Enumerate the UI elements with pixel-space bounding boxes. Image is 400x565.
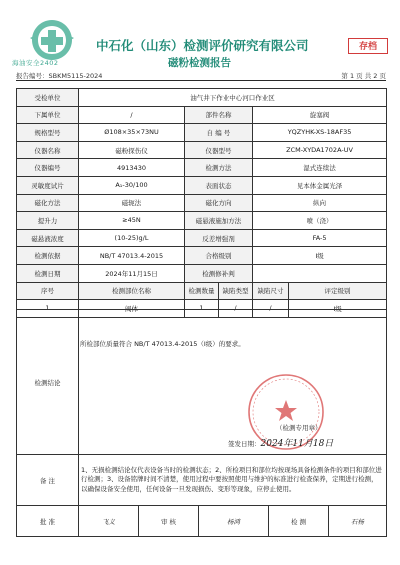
logo-caption: 海油安全2402 (12, 59, 59, 67)
result-qty: 1 (185, 300, 219, 318)
review-signature: 杨鸿 (199, 506, 269, 537)
company-logo-icon (28, 18, 76, 62)
header-divider (16, 80, 386, 81)
date-value: 2024年11月15日 (79, 264, 185, 282)
model-value: ZCM-XYDA1702A-UV (253, 141, 387, 159)
grade-label: 合格级别 (185, 247, 253, 265)
sign-date-value: 2024年11月18日 (260, 439, 334, 449)
instrument-label: 仪器名称 (17, 141, 79, 159)
inspection-info-table (16, 88, 387, 318)
client-value: 油气井下作业中心河口作业区 (79, 89, 387, 107)
spec-value: Ø108×35×73NU (79, 124, 185, 142)
remarks-text: 1、无损检测结论仅代表设备当时的检测状态；2、所检项目和部位均按现场具备检测条件的项目和部位进行检测；3、设备铭牌时间不清楚，使用过程中要按照使用与维护的标准进行检查保养，定期进行检测，以确保设备安全使用，任何设备一旦发现损伤、变形等现象，应停止使用。 (79, 455, 387, 506)
selfno-value: YQZYHK-XS-18AF35 (253, 124, 387, 142)
conclusion-label: 检测结论 (17, 310, 79, 455)
test-piece-value: A₁-30/100 (79, 176, 185, 194)
job-value: / (79, 106, 185, 124)
archive-stamp: 存档 (348, 38, 388, 54)
method-value: 湿式连续法 (253, 159, 387, 177)
apply-value: 喷（浇） (253, 212, 387, 230)
concentration-label: 磁悬液浓度 (17, 229, 79, 247)
result-type: / (219, 300, 253, 318)
approve-label: 批 准 (17, 506, 79, 537)
instrument-value: 磁粉探伤仪 (79, 141, 185, 159)
test-piece-label: 灵敏度试片 (17, 176, 79, 194)
results-header-type: 缺陷类型 (219, 282, 253, 300)
mag-method-label: 磁化方法 (17, 194, 79, 212)
approve-signature: 飞义 (79, 506, 139, 537)
apply-label: 磁悬液施加方法 (185, 212, 253, 230)
results-header-qty: 检测数量 (185, 282, 219, 300)
repair-label: 检测修补判 (185, 264, 253, 282)
contrast-value: FA-5 (253, 229, 387, 247)
results-header-grade: 评定级别 (289, 282, 387, 300)
remarks-label: 备 注 (17, 455, 79, 506)
review-label: 审 核 (139, 506, 199, 537)
lift-label: 提升力 (17, 212, 79, 230)
sign-date-label: 签发日期： (228, 440, 261, 448)
date-label: 检测日期 (17, 264, 79, 282)
result-part: 阀体 (79, 300, 185, 318)
conclusion-text: 所检部位质量符合 NB/T 47013.4-2015（Ⅰ级）的要求。 (80, 340, 245, 348)
surface-label: 表面状态 (185, 176, 253, 194)
client-label: 受检单位 (17, 89, 79, 107)
part-value: 旋塞阀 (253, 106, 387, 124)
model-label: 仪器型号 (185, 141, 253, 159)
inspect-signature: 石杨 (329, 506, 387, 537)
results-header-part: 检测部位名称 (79, 282, 185, 300)
grade-value: Ⅰ级 (253, 247, 387, 265)
sign-date (228, 436, 333, 449)
job-label: 下属单位 (17, 106, 79, 124)
surface-value: 见本体金属光泽 (253, 176, 387, 194)
result-size: / (253, 300, 289, 318)
selfno-label: 自 编 号 (185, 124, 253, 142)
basis-value: NB/T 47013.4-2015 (79, 247, 185, 265)
mag-direction-value: 纵向 (253, 194, 387, 212)
instrument-no-value: 4913430 (79, 159, 185, 177)
basis-label: 检测依据 (17, 247, 79, 265)
concentration-value: (10-25)g/L (79, 229, 185, 247)
lift-value: ≥45N (79, 212, 185, 230)
results-header-no: 序号 (17, 282, 79, 300)
mag-method-value: 磁轭法 (79, 194, 185, 212)
spec-label: 规格型号 (17, 124, 79, 142)
repair-value (253, 264, 387, 282)
page-number: 第 1 页 共 2 页 (341, 72, 386, 80)
report-title: 磁粉检测报告 (168, 57, 231, 69)
contrast-label: 反差增强剂 (185, 229, 253, 247)
organization-name: 中石化（山东）检测评价研究有限公司 (96, 38, 309, 53)
report-number: 报告编号：SBKM5115-2024 (16, 72, 103, 80)
method-label: 检测方法 (185, 159, 253, 177)
part-label: 部件名称 (185, 106, 253, 124)
inspect-label: 检 测 (269, 506, 329, 537)
results-header-size: 缺陷尺寸 (253, 282, 289, 300)
seal-label: （检测专用章） (276, 424, 322, 432)
instrument-no-label: 仪器编号 (17, 159, 79, 177)
result-no: 1 (17, 300, 79, 318)
result-grade: Ⅰ级 (289, 300, 387, 318)
conclusion-cell (79, 310, 387, 455)
mag-direction-label: 磁化方向 (185, 194, 253, 212)
